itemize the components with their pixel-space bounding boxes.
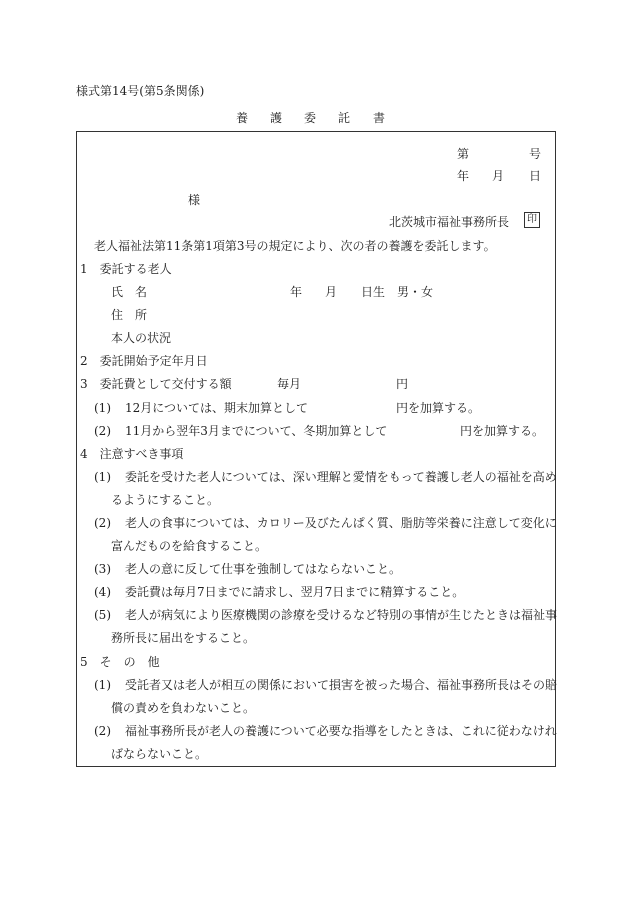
section3-item-text: 11月から翌年3月までについて、冬期加算として [125,424,388,438]
birth-year: 年 [290,285,303,299]
section4-item-line: 務所長に届出をすること。 [111,631,256,645]
section3-item-num: (1) [94,401,111,415]
section4-item-line: 委託を受けた老人については、深い理解と愛情をもって養護し老人の福祉を高め [125,470,557,484]
section4-heading: 4 注意すべき事項 [80,447,184,461]
monthly-label: 毎月 [277,377,302,391]
number-dai: 第 [457,147,470,161]
section4-item-line: 老人が病気により医療機関の診療を受けるなど特別の事情が生じたときは福祉事 [125,608,558,622]
title-char: 養 [236,111,249,125]
title-char: 護 [270,111,283,125]
section5-item-num: (1) [94,678,111,692]
seal-stamp: 印 [524,212,540,228]
intro-text: 老人福祉法第11条第1項第3号の規定により、次の者の養護を委託します。 [94,239,496,253]
section4-item-num: (2) [94,516,111,530]
title-char: 託 [338,111,351,125]
addressee-sama: 様 [188,193,201,207]
issuer-name: 北茨城市福祉事務所長 [389,215,510,229]
section5-item-line: ばならないこと。 [111,747,208,761]
date-year: 年 [457,169,470,183]
section4-item-num: (5) [94,608,111,622]
date-month: 月 [492,169,505,183]
section4-item-line: るようにすること。 [111,493,220,507]
section3-item-tail: 円を加算する。 [460,424,545,438]
section4-item-line: 富んだものを給食すること。 [111,539,268,553]
section2-heading: 2 委託開始予定年月日 [80,354,208,368]
section5-item-line: 福祉事務所長が老人の養護について必要な指導をしたときは、これに従わなけれ [125,724,557,738]
form-label: 様式第14号(第5条関係) [76,84,205,98]
address-label: 住 所 [111,308,148,322]
section5-item-line: 受託者又は老人が相互の関係において損害を被った場合、福祉事務所長はその賠 [125,678,558,692]
status-label: 本人の状況 [111,331,172,345]
section5-item-line: 償の責めを負わないこと。 [111,701,256,715]
section3-heading: 3 委託費として交付する額 [80,377,232,391]
section4-item-line: 老人の食事については、カロリー及びたんぱく質、脂肪等栄養に注意して変化に [125,516,557,530]
number-go: 号 [529,147,542,161]
birth-month: 月 [325,285,338,299]
section3-item-tail: 円を加算する。 [396,401,481,415]
section3-item-num: (2) [94,424,111,438]
gender-choice: 男・女 [397,285,434,299]
birth-day: 日生 [361,285,386,299]
section4-item-num: (3) [94,562,111,576]
section4-item-line: 委託費は毎月7日までに請求し、翌月7日までに精算すること。 [125,585,465,599]
section4-item-line: 老人の意に反して仕事を強制してはならないこと。 [125,562,402,576]
name-label: 氏 名 [111,285,148,299]
title-char: 委 [304,111,317,125]
section1-heading: 1 委託する老人 [80,262,172,276]
title-char: 書 [373,111,386,125]
section5-item-num: (2) [94,724,111,738]
section4-item-num: (1) [94,470,111,484]
date-day: 日 [529,169,542,183]
yen-label: 円 [396,377,409,391]
section5-heading: 5 そ の 他 [80,655,160,669]
section3-item-text: 12月については、期末加算として [125,401,309,415]
section4-item-num: (4) [94,585,111,599]
